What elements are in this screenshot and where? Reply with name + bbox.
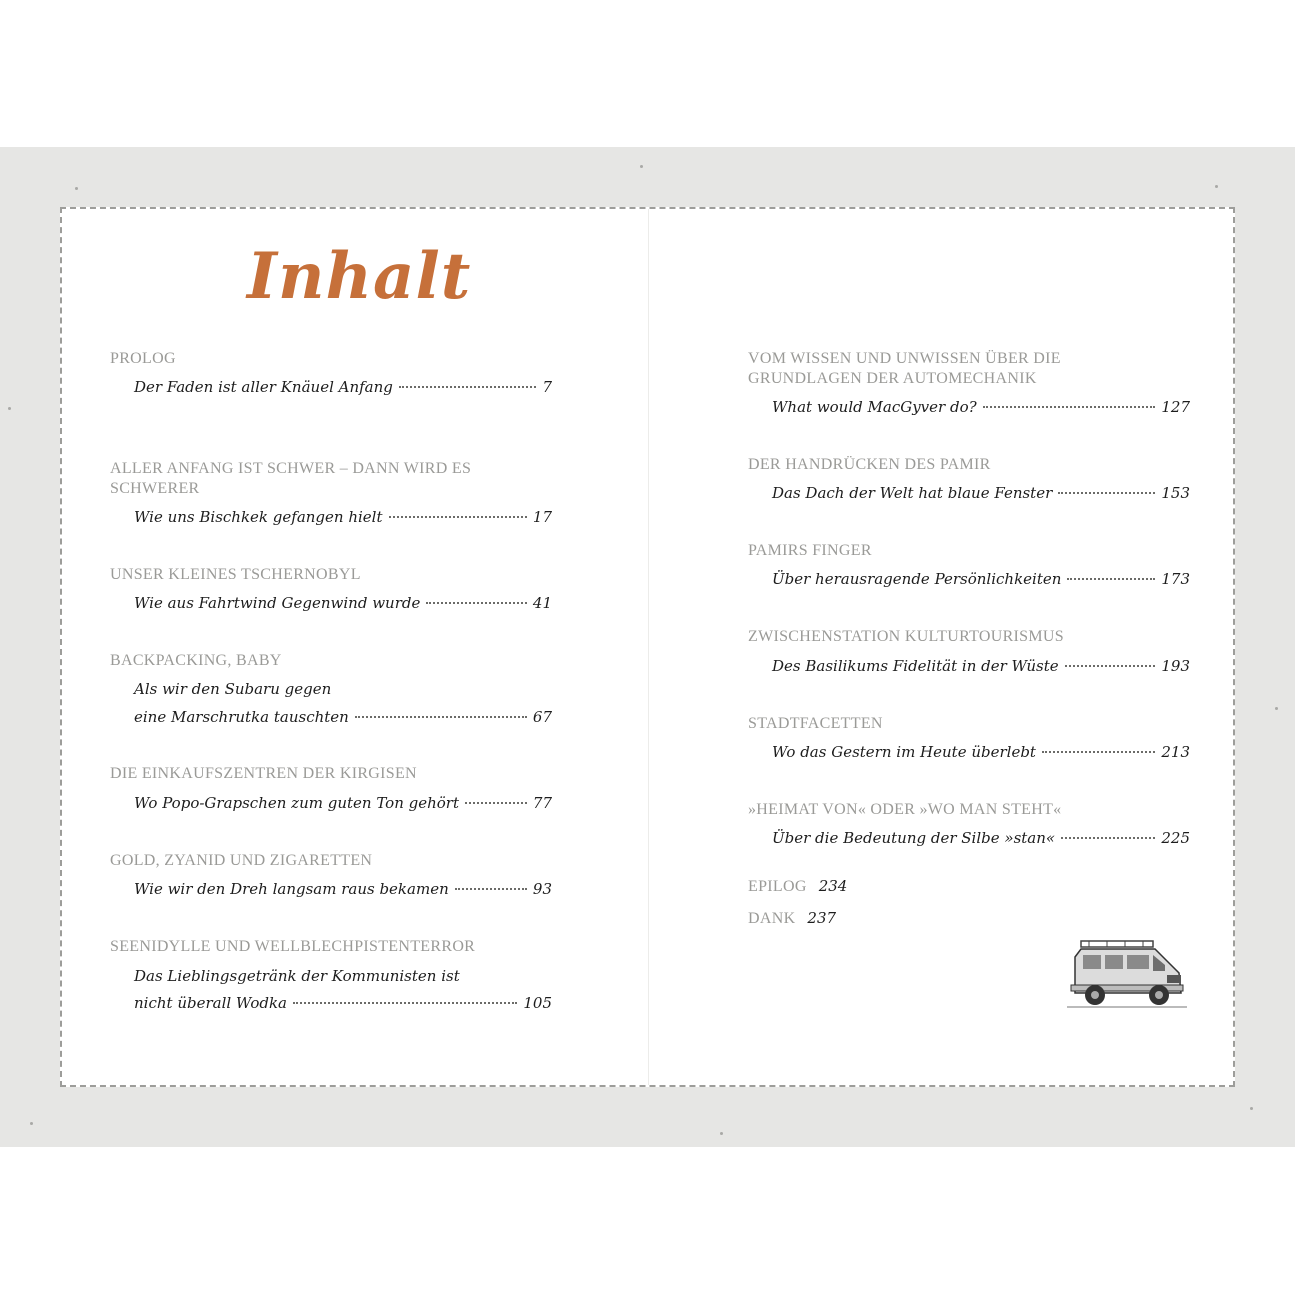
epilog-label: EPILOG bbox=[748, 878, 807, 895]
entry-title: Wie uns Bischkek gefangen hielt bbox=[134, 508, 383, 526]
toc-entry[interactable] bbox=[134, 793, 552, 813]
page-number: 17 bbox=[532, 508, 552, 526]
van-illustration bbox=[1067, 939, 1187, 1011]
toc-entry[interactable] bbox=[134, 993, 552, 1013]
entry-title-line: Das Lieblingsgetränk der Kommunisten ist bbox=[134, 967, 460, 985]
page-number: 105 bbox=[523, 994, 552, 1012]
section-heading: PROLOG bbox=[110, 350, 176, 367]
section-heading: »HEIMAT VON« ODER »WO MAN STEHT« bbox=[748, 801, 1062, 818]
toc-entry[interactable] bbox=[134, 377, 552, 397]
toc-entry[interactable] bbox=[134, 707, 552, 727]
toc-entry[interactable] bbox=[772, 483, 1190, 503]
entry-title: eine Marschrutka tauschten bbox=[134, 708, 349, 726]
toc-entry[interactable] bbox=[772, 569, 1190, 589]
section-heading: VOM WISSEN UND UNWISSEN ÜBER DIE GRUNDLAGEN DER AUTOMECHANIK bbox=[748, 350, 1061, 387]
section-heading: DIE EINKAUFSZENTREN DER KIRGISEN bbox=[110, 765, 417, 782]
book-spread bbox=[60, 207, 1235, 1087]
section-heading: ALLER ANFANG IST SCHWER – DANN WIRD ES SCHWERER bbox=[110, 460, 472, 497]
toc-entry[interactable] bbox=[772, 742, 1190, 762]
dank-label: DANK bbox=[748, 910, 796, 927]
toc-entry[interactable] bbox=[772, 828, 1190, 848]
toc-entry[interactable] bbox=[772, 397, 1190, 417]
dot-leader bbox=[1065, 665, 1156, 667]
section-heading: UNSER KLEINES TSCHERNOBYL bbox=[110, 566, 361, 583]
entry-title-line: Als wir den Subaru gegen bbox=[134, 680, 332, 698]
page-number: 193 bbox=[1161, 657, 1190, 675]
page-number: 173 bbox=[1161, 570, 1190, 588]
page-number: 77 bbox=[532, 794, 552, 812]
entry-title: Des Basilikums Fidelität in der Wüste bbox=[772, 657, 1059, 675]
dot-leader bbox=[983, 406, 1156, 408]
entry-title: Wie wir den Dreh langsam raus bekamen bbox=[134, 880, 449, 898]
section-heading: STADTFACETTEN bbox=[748, 715, 883, 732]
section-heading: PAMIRS FINGER bbox=[748, 542, 872, 559]
toc-entry[interactable] bbox=[134, 593, 552, 613]
dot-leader bbox=[389, 516, 527, 518]
entry-title: Über herausragende Persönlichkeiten bbox=[772, 570, 1062, 588]
entry-title: What would MacGyver do? bbox=[772, 398, 977, 416]
dot-leader bbox=[355, 716, 527, 718]
dot-leader bbox=[1061, 837, 1155, 839]
toc-entry[interactable] bbox=[134, 507, 552, 527]
page-number: 7 bbox=[542, 378, 552, 396]
dot-leader bbox=[399, 386, 537, 388]
dot-leader bbox=[1042, 751, 1155, 753]
section-heading: GOLD, ZYANID UND ZIGARETTEN bbox=[110, 852, 373, 869]
toc-entry-epilog[interactable] bbox=[748, 877, 847, 896]
entry-title: Über die Bedeutung der Silbe »stan« bbox=[772, 829, 1056, 847]
section-heading: BACKPACKING, BABY bbox=[110, 652, 282, 669]
page-number: 127 bbox=[1161, 398, 1190, 416]
section-heading: SEENIDYLLE UND WELLBLECHPISTENTERROR bbox=[110, 938, 476, 955]
page-number: 225 bbox=[1161, 829, 1190, 847]
entry-title: Wo das Gestern im Heute überlebt bbox=[772, 743, 1036, 761]
page-number: 213 bbox=[1161, 743, 1190, 761]
page-number: 41 bbox=[532, 594, 552, 612]
page-number: 93 bbox=[532, 880, 552, 898]
entry-title: Wie aus Fahrtwind Gegenwind wurde bbox=[134, 594, 421, 612]
page-gutter bbox=[648, 209, 649, 1085]
toc-entry-dank[interactable] bbox=[748, 909, 836, 928]
toc-entry[interactable] bbox=[772, 656, 1190, 676]
section-heading: DER HANDRÜCKEN DES PAMIR bbox=[748, 456, 991, 473]
section-heading: ZWISCHENSTATION KULTURTOURISMUS bbox=[748, 628, 1064, 645]
page-number: 67 bbox=[532, 708, 552, 726]
entry-title: Wo Popo-Grapschen zum guten Ton gehört bbox=[134, 794, 459, 812]
dot-leader bbox=[465, 802, 527, 804]
entry-title: Das Dach der Welt hat blaue Fenster bbox=[772, 484, 1053, 502]
dot-leader bbox=[1067, 578, 1155, 580]
toc-entry[interactable] bbox=[134, 879, 552, 899]
page-number: 153 bbox=[1161, 484, 1190, 502]
page-number: 234 bbox=[818, 877, 848, 895]
dot-leader bbox=[293, 1002, 517, 1004]
page-number: 237 bbox=[807, 909, 837, 927]
dot-leader bbox=[426, 602, 527, 604]
dot-leader bbox=[1058, 492, 1155, 494]
entry-title: nicht überall Wodka bbox=[134, 994, 287, 1012]
toc-title: Inhalt bbox=[247, 239, 472, 314]
entry-title: Der Faden ist aller Knäuel Anfang bbox=[134, 378, 393, 396]
dot-leader bbox=[455, 888, 527, 890]
